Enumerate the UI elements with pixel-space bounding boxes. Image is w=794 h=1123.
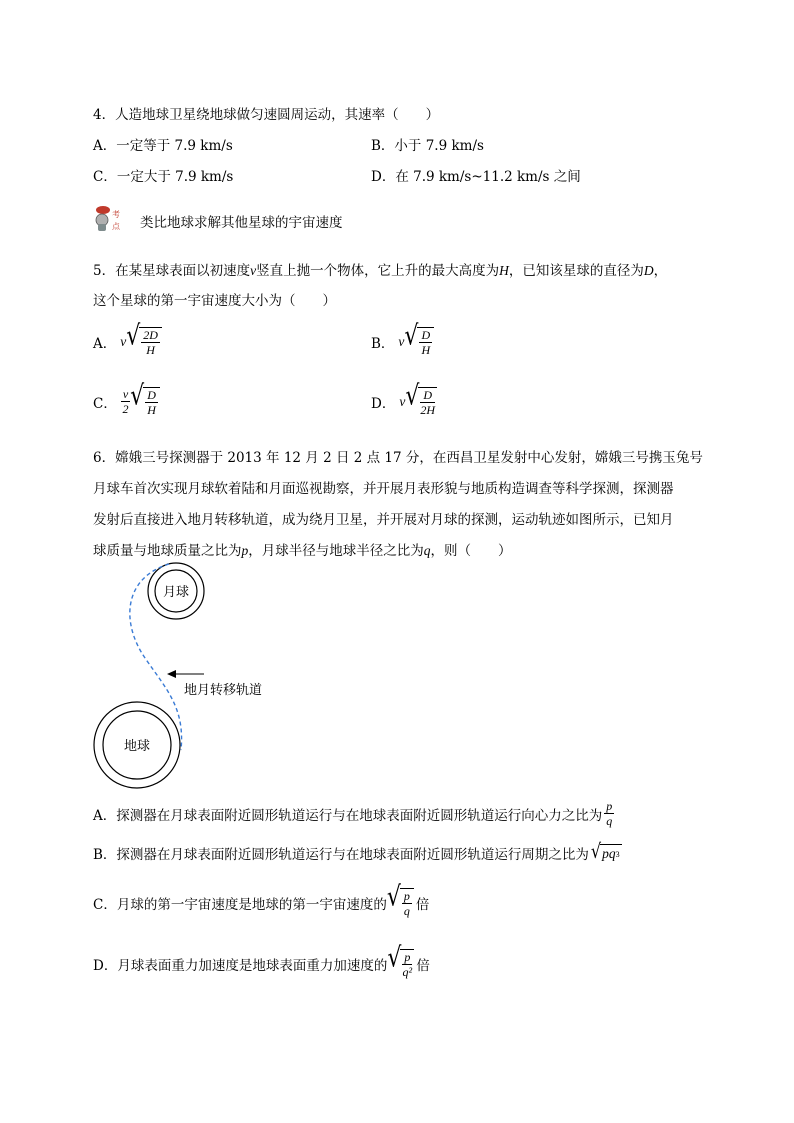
- q5-option-d-label: D．: [371, 395, 396, 412]
- q5-option-c-coef-num: v: [122, 387, 129, 401]
- q5-option-a-label: A．: [93, 335, 117, 352]
- earth-label: 地球: [123, 739, 151, 754]
- q6-option-c: [93, 881, 430, 918]
- q4-option-c: C．一定大于 7.9 km/s: [93, 169, 234, 185]
- q6-option-a-den: q: [606, 814, 613, 828]
- q6-option-d-text: D．月球表面重力加速度是地球表面重力加速度的: [93, 957, 388, 974]
- q6-option-d-den: q²: [402, 965, 413, 979]
- q6-option-b-expr: pq: [602, 846, 616, 861]
- q6-stem-line4-part2: ，月球半径与地球半径之比为: [248, 543, 424, 559]
- q6-option-a-frac: [604, 800, 614, 827]
- q6-var-p: p: [241, 543, 249, 558]
- earth-moon-transfer-diagram: [85, 558, 285, 798]
- q6-option-a-num: p: [606, 799, 613, 813]
- q5-option-c-coef: [121, 388, 130, 415]
- q6-option-c-tail: 倍: [415, 896, 430, 913]
- q6-stem-line2: 月球车首次实现月球软着陆和月面巡视勘察，并开展月表形貌与地质构造调查等科学探测，探测器: [93, 481, 674, 497]
- q6-option-b: [93, 839, 622, 863]
- q6-option-c-sqrt: √ $\frac{p}{q}$: [387, 888, 414, 917]
- q5-var-D: D: [643, 263, 654, 278]
- q5-stem-part2: 竖直上抛一个物体，它上升的最大高度为: [256, 263, 500, 279]
- orbit-pointer-arrowhead: [167, 670, 176, 678]
- q6-option-d: [93, 942, 430, 979]
- topic-label: 类比地球求解其他星球的宇宙速度: [140, 215, 343, 231]
- q5-option-c-label: C．: [93, 395, 117, 412]
- orbit-label: 地月转移轨道: [184, 683, 263, 698]
- q5-option-d-num: D: [420, 389, 435, 403]
- q5-stem-part4: ，: [653, 263, 668, 279]
- q6-option-c-text: C．月球的第一宇宙速度是地球的第一宇宙速度的: [93, 896, 387, 913]
- q6-option-d-num: p: [404, 950, 411, 964]
- q5-option-b-num: D: [421, 328, 431, 342]
- q5-option-c-coef-den: 2: [122, 402, 129, 416]
- q5-var-H: H: [499, 263, 509, 278]
- q4-option-d: D．在 7.9 km/s~11.2 km/s 之间: [371, 169, 581, 185]
- q4-option-a: A．一定等于 7.9 km/s: [93, 138, 233, 154]
- q5-option-b-label: B．: [371, 335, 395, 352]
- q6-stem-line4-part3: ，则（ ）: [430, 543, 512, 559]
- q6-option-b-text: B．探测器在月球表面附近圆形轨道运行与在地球表面附近圆形轨道运行周期之比为: [93, 847, 589, 863]
- q5-option-c-den: H: [147, 403, 156, 417]
- q4-stem: 4．人造地球卫星绕地球做匀速圆周运动，其速率（ ）: [93, 107, 440, 123]
- q6-stem-line4-part1: 球质量与地球质量之比为: [93, 543, 242, 559]
- q5-option-a: [93, 320, 162, 357]
- q6-option-d-tail: 倍: [416, 957, 430, 974]
- kaodian-badge-icon: [92, 204, 128, 234]
- q5-option-d: [371, 380, 437, 417]
- q5-stem-part3: ，已知该星球的直径为: [508, 263, 644, 279]
- q6-stem-line1: 6．嫦娥三号探测器于 2013 年 12 月 2 日 2 点 17 分，在西昌卫星发射中心发射，嫦娥三号携玉兔号: [93, 450, 703, 466]
- q5-option-a-sqrt: √ $\frac{2D}{H}$: [126, 327, 162, 356]
- q5-option-a-den: H: [146, 343, 155, 357]
- q5-option-a-v: v: [120, 333, 127, 349]
- q5-option-c-num: D: [147, 388, 156, 402]
- q5-stem-line1: [93, 259, 667, 279]
- q5-option-b-v: v: [398, 333, 405, 349]
- q6-option-b-sqrt: √ pq 3: [590, 839, 620, 863]
- q5-option-d-v: v: [399, 393, 406, 409]
- q6-option-c-den: q: [403, 904, 410, 918]
- q6-option-b-exp: 3: [615, 849, 620, 859]
- q5-stem-part1: 5．在某星球表面以初速度: [93, 263, 251, 279]
- q5-option-c-sqrt: √ $\frac{D}{H}$: [130, 387, 160, 416]
- q6-option-a: [93, 800, 614, 827]
- q5-option-b-den: H: [421, 343, 431, 357]
- q5-option-d-sqrt: √ $\frac{D}{2H}$: [405, 380, 436, 417]
- q6-stem-line3: 发射后直接进入地月转移轨道，成为绕月卫星，并开展对月球的探测，运动轨迹如图所示，已知月: [93, 512, 674, 528]
- q4-option-b: B．小于 7.9 km/s: [371, 138, 484, 154]
- q5-var-v: v: [250, 263, 257, 278]
- q6-option-a-text: A．探测器在月球表面附近圆形轨道运行与在地球表面附近圆形轨道运行向心力之比为: [93, 807, 603, 824]
- q5-option-b-sqrt: √ $\frac{D}{H}$: [404, 327, 434, 356]
- kaodian-char-1: 考: [112, 210, 120, 219]
- q5-option-b: [371, 320, 434, 357]
- q6-var-q: q: [423, 543, 431, 558]
- q5-option-c: [93, 380, 160, 417]
- q5-option-d-den: 2H: [420, 403, 436, 417]
- q6-option-d-sqrt: √ $\frac{p}{\text{q²}}$: [387, 949, 414, 978]
- kaodian-char-2: 点: [112, 222, 120, 231]
- moon-label: 月球: [162, 585, 190, 600]
- q5-option-a-num: 2D: [143, 328, 158, 342]
- q6-stem-line4: [93, 539, 512, 559]
- q6-option-c-num: p: [403, 889, 410, 903]
- q5-stem-line2: 这个星球的第一宇宙速度大小为（ ）: [93, 293, 336, 309]
